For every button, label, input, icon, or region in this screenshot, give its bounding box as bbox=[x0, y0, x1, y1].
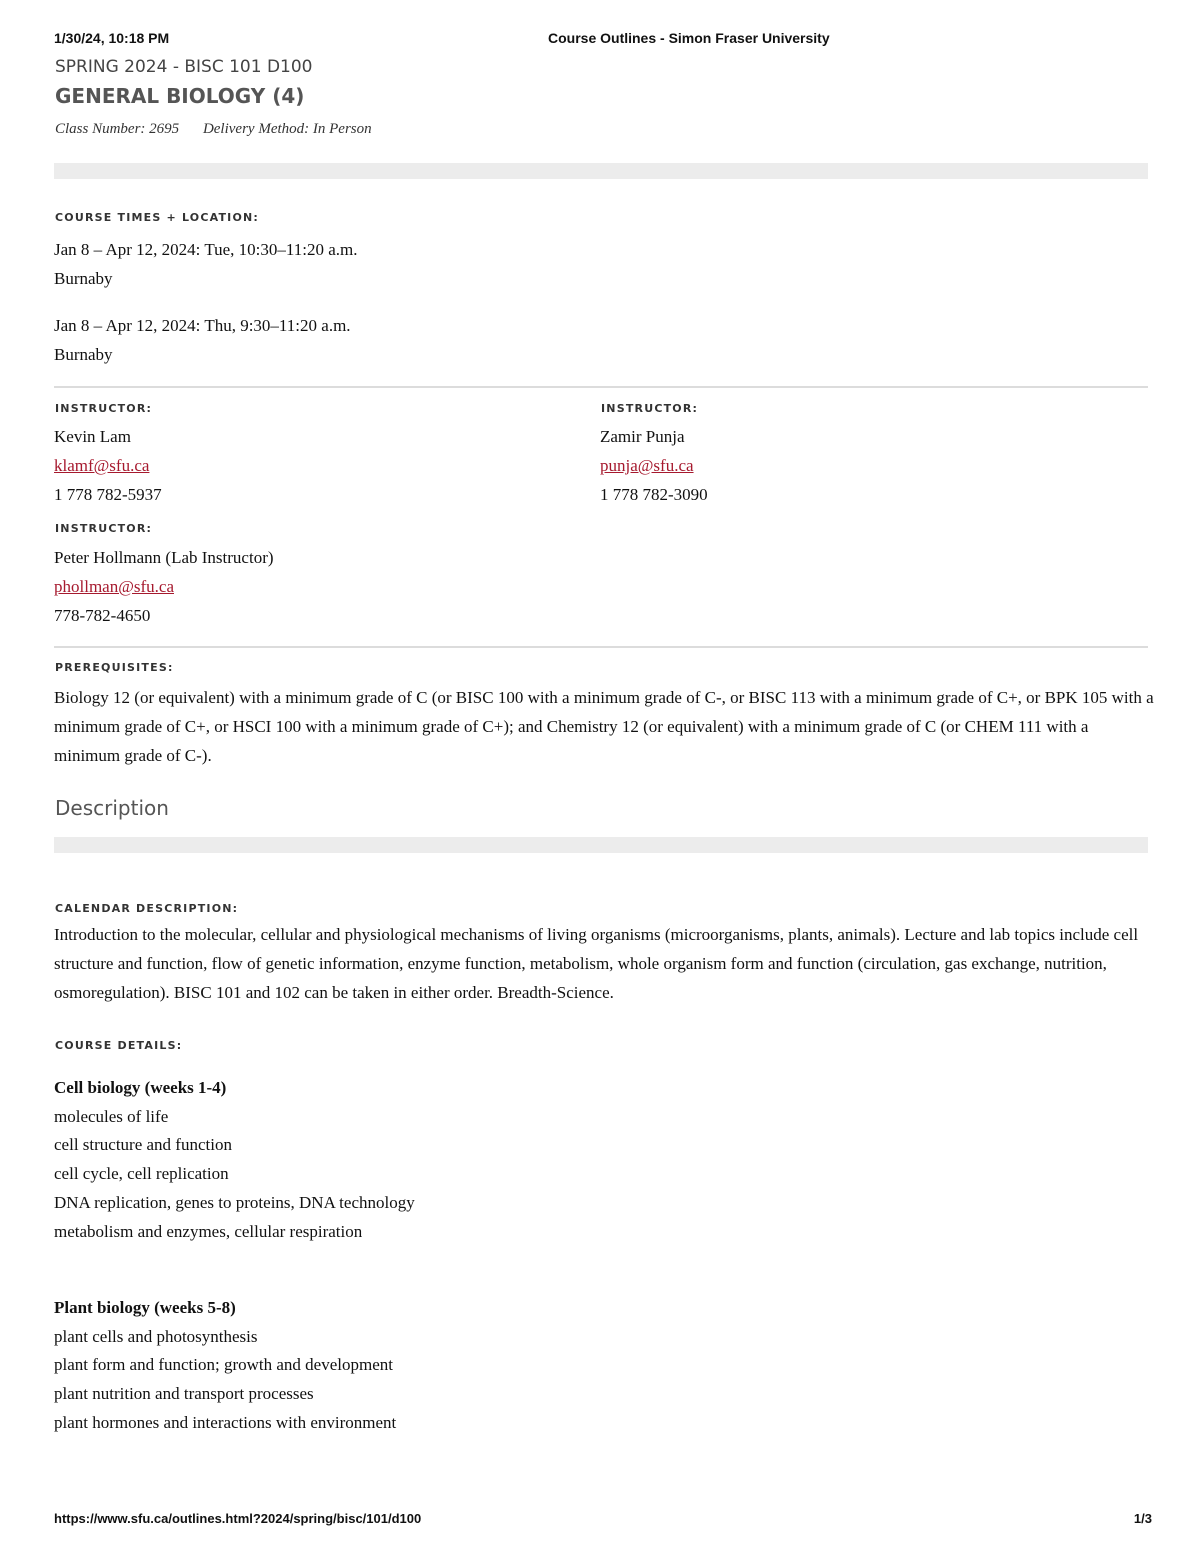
class-number: Class Number: 2695 bbox=[55, 121, 180, 137]
session-time: Jan 8 – Apr 12, 2024: Tue, 10:30–11:20 a.m. bbox=[54, 240, 358, 259]
list-item: plant form and function; growth and development bbox=[54, 1355, 393, 1375]
page-title: GENERAL BIOLOGY (4) bbox=[55, 84, 305, 108]
course-details-label: COURSE DETAILS: bbox=[55, 1039, 183, 1052]
prerequisites-label: PREREQUISITES: bbox=[55, 661, 174, 674]
instructor-phone: 1 778 782-5937 bbox=[54, 485, 162, 504]
list-item: plant cells and photosynthesis bbox=[54, 1326, 258, 1346]
topic-list bbox=[54, 1294, 396, 1438]
term-line: SPRING 2024 - BISC 101 D100 bbox=[55, 57, 313, 77]
instructor-name: Zamir Punja bbox=[600, 427, 685, 446]
list-item: plant hormones and interactions with environment bbox=[54, 1412, 397, 1432]
print-site-title: Course Outlines - Simon Fraser University bbox=[548, 30, 830, 46]
section-bar bbox=[54, 837, 1148, 853]
list-item: metabolism and enzymes, cellular respiration bbox=[54, 1221, 363, 1241]
session-place: Burnaby bbox=[54, 345, 113, 364]
topic-heading: Plant biology (weeks 5-8) bbox=[54, 1298, 236, 1317]
delivery-method: Delivery Method: In Person bbox=[202, 121, 372, 137]
instructor-name: Peter Hollmann (Lab Instructor) bbox=[54, 548, 274, 567]
list-item: plant nutrition and transport processes bbox=[54, 1384, 314, 1404]
instructor-email-link[interactable]: klamf@sfu.ca bbox=[54, 456, 150, 475]
times-label: COURSE TIMES + LOCATION: bbox=[55, 211, 259, 224]
list-item: DNA replication, genes to proteins, DNA technology bbox=[54, 1192, 415, 1212]
class-info bbox=[55, 121, 392, 138]
divider bbox=[54, 646, 1148, 648]
list-item: cell structure and function bbox=[54, 1135, 232, 1155]
calendar-description-text: Introduction to the molecular, cellular and physiological mechanisms of living organisms (microorganisms, plants, animals). Lecture and lab topics include cell structure and function, flow of genetic information, enzyme function, metabolism, whole organism form and function (circulation, gas exchange, nutrition, osmoregulation). BISC 101 and 102 can be taken in either order. Breadth-Science. bbox=[54, 925, 1139, 1002]
instructor-name: Kevin Lam bbox=[54, 427, 131, 446]
instructor-phone: 778-782-4650 bbox=[54, 606, 151, 625]
session-place: Burnaby bbox=[54, 269, 113, 288]
topic-heading: Cell biology (weeks 1-4) bbox=[54, 1078, 227, 1097]
instructor-email-link[interactable]: punja@sfu.ca bbox=[600, 456, 694, 475]
print-url: https://www.sfu.ca/outlines.html?2024/spring/bisc/101/d100 bbox=[54, 1511, 422, 1526]
calendar-description-label: CALENDAR DESCRIPTION: bbox=[55, 902, 239, 915]
prerequisites-text: Biology 12 (or equivalent) with a minimum grade of C (or BISC 100 with a minimum grade of C-, or BISC 113 with a minimum grade of C+, or BPK 105 with a minimum grade of C+, or HSCI 100 with a minimum grade of C+); and Chemistry 12 (or equivalent) with a minimum grade of C (or CHEM 111 with a minimum grade of C-). bbox=[54, 688, 1154, 765]
page-number: 1/3 bbox=[1133, 1511, 1152, 1526]
list-item: molecules of life bbox=[54, 1106, 169, 1126]
list-item: cell cycle, cell replication bbox=[54, 1164, 229, 1184]
divider bbox=[54, 386, 1148, 388]
session-time: Jan 8 – Apr 12, 2024: Thu, 9:30–11:20 a.m. bbox=[54, 316, 351, 335]
section-heading: Description bbox=[55, 796, 169, 820]
print-datetime: 1/30/24, 10:18 PM bbox=[54, 30, 170, 46]
topic-list bbox=[54, 1074, 415, 1246]
section-bar bbox=[54, 163, 1148, 179]
instructor-phone: 1 778 782-3090 bbox=[600, 485, 708, 504]
instructor-label: INSTRUCTOR: bbox=[55, 402, 153, 415]
instructor-email-link[interactable]: phollman@sfu.ca bbox=[54, 577, 174, 596]
instructor-label: INSTRUCTOR: bbox=[55, 522, 153, 535]
instructor-label: INSTRUCTOR: bbox=[601, 402, 699, 415]
